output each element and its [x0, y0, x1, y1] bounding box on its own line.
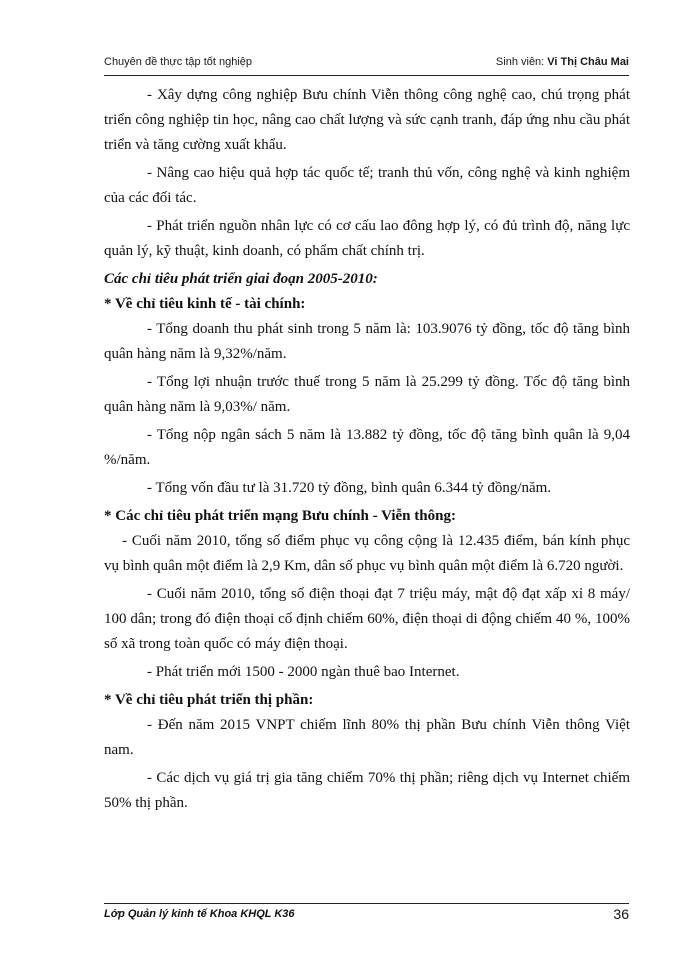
- paragraph-3: - Phát triển nguồn nhân lực có cơ cấu lao đông hợp lý, có đủ trình độ, năng lực quản lý, kỹ thuật, kinh doanh, có phẩm chất chính trị.: [104, 218, 630, 259]
- header-divider: [104, 75, 629, 76]
- page-header: [104, 53, 629, 73]
- paragraph-internet: - Phát triển mới 1500 - 2000 ngàn thuê bao Internet.: [147, 664, 460, 680]
- paragraph-telephones: - Cuối năm 2010, tổng số điện thoại đạt 7 triệu máy, mật độ đạt xấp xỉ 8 máy/ 100 dân; trong đó điện thoại cố định chiếm 60%, điện thoại di động chiếm 40 %, 100% số xã trong toàn quốc có máy điện thoại.: [104, 586, 630, 652]
- page-footer: [104, 906, 629, 926]
- subheading-economic-financial: * Về chỉ tiêu kinh tế - tài chính:: [104, 296, 306, 312]
- footer-divider: [104, 903, 629, 904]
- paragraph-value-added: - Các dịch vụ giá trị gia tăng chiếm 70% thị phần; riêng dịch vụ Internet chiếm 50% thị phần.: [104, 770, 630, 811]
- header-student: [496, 56, 629, 68]
- paragraph-revenue: - Tổng doanh thu phát sinh trong 5 năm là: 103.9076 tỷ đồng, tốc độ tăng bình quân hàng năm là 9,32%/năm.: [104, 321, 630, 362]
- paragraph-service-points: - Cuối năm 2010, tổng số điểm phục vụ công cộng là 12.435 điểm, bán kính phục vụ bình quân một điểm là 2,9 Km, dân số phục vụ bình quân một điểm là 6.720 người.: [104, 533, 630, 574]
- page-number: 36: [613, 906, 629, 922]
- paragraph-2: - Nâng cao hiệu quả hợp tác quốc tế; tranh thủ vốn, công nghệ và kinh nghiệm của các đối tác.: [104, 165, 630, 206]
- footer-class: Lớp Quản lý kinh tế Khoa KHQL K36: [104, 908, 295, 920]
- paragraph-investment: - Tổng vốn đầu tư là 31.720 tỷ đồng, bình quân 6.344 tỷ đồng/năm.: [147, 480, 552, 496]
- paragraph-market-share: - Đến năm 2015 VNPT chiếm lĩnh 80% thị phần Bưu chính Viễn thông Việt nam.: [104, 717, 630, 758]
- subheading-market-share: * Về chỉ tiêu phát triển thị phần:: [104, 692, 314, 708]
- section-heading-targets: Các chỉ tiêu phát triển giai đoạn 2005-2010:: [104, 271, 378, 287]
- paragraph-budget: - Tổng nộp ngân sách 5 năm là 13.882 tỷ đồng, tốc độ tăng bình quân là 9,04 %/năm.: [104, 427, 630, 468]
- paragraph-profit: - Tổng lợi nhuận trước thuế trong 5 năm là 25.299 tỷ đồng. Tốc độ tăng bình quân hàng năm là 9,03%/ năm.: [104, 374, 630, 415]
- header-title: Chuyên đề thực tập tốt nghiệp: [104, 56, 253, 68]
- document-body: [104, 83, 630, 819]
- header-student-label: Sinh viên:: [495, 56, 545, 68]
- paragraph-1: - Xây dựng công nghiệp Bưu chính Viễn thông công nghệ cao, chú trọng phát triển công nghiệp tin học, nâng cao chất lượng và sức cạnh tranh, đáp ứng nhu cầu phát triển và tăng cường xuất khẩu.: [104, 87, 630, 153]
- header-student-name: Vi Thị Châu Mai: [547, 56, 629, 68]
- subheading-network: * Các chỉ tiêu phát triển mạng Bưu chính - Viễn thông:: [104, 508, 456, 524]
